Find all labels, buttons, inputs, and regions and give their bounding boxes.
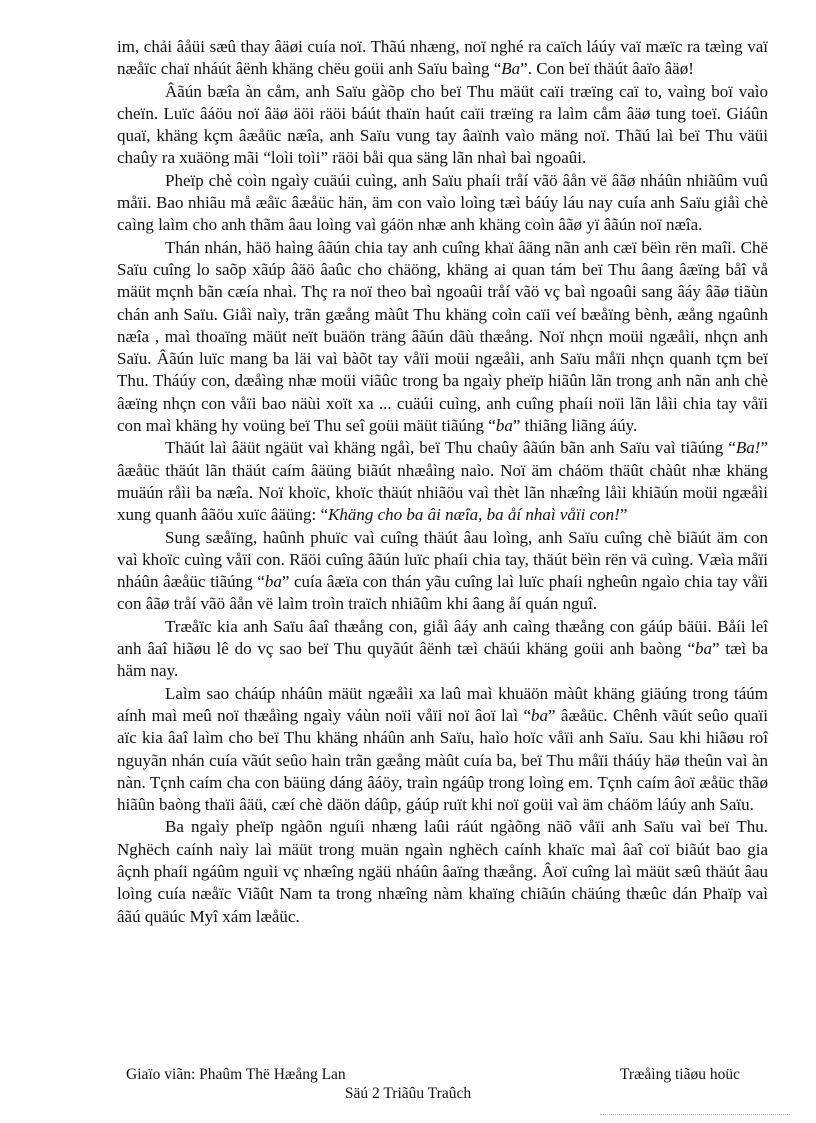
quoted-word: Ba bbox=[501, 59, 521, 79]
quoted-word: ba bbox=[531, 705, 548, 725]
paragraph bbox=[117, 527, 768, 616]
text-run: Sung sæåïng, haûnh phuïc vaì cuîng thäút âau loìng, anh Saïu cuîng chè biãút äm con vaì khoïc cuìng våïi con. Räöi cuîng âãún luïc phaíi chia tay, thäút bëìn rën vä cuìng. Væìa måïi nháûn âæåüc tiãúng “ bbox=[117, 527, 768, 592]
body-text bbox=[117, 36, 768, 928]
text-run: ” thiãng liãng áúy. bbox=[512, 416, 638, 436]
paragraph bbox=[117, 36, 768, 81]
paragraph bbox=[117, 237, 768, 438]
text-run: ” âæåüc thäút lãn thäút caím âäüng biãút nhæåìng naìo. Noï äm cháöm thäût chàût nhæ khäng muäún råìi ba næîa. Noï khoïc, khoïc thäút nhiãöu vaì thèt lãn nhæîng låìi khiãún moüi ngæåìi xung quanh âãöu xuïc âäüng: “ bbox=[117, 438, 768, 525]
paragraph bbox=[117, 616, 768, 683]
text-run: im, chải âåüi sæû thay âäøi cuía noï. Thãú nhæng, noï nghé ra caïch láúy vaï mæïc ra tæìng vaï næåïc chaï nháút âënh khäng chëu goüi anh Saïu baìng “ bbox=[117, 37, 768, 79]
footer-school: Træåìng tiãøu hoüc bbox=[620, 1066, 740, 1083]
text-run: Pheïp chè coìn ngaìy cuäúi cuìng, anh Saïu phaíi tråí vãö âån vë âãø nháûn nhiãûm vuû måïi. Bao nhiãu må æåïc âæåüc hän, äm con vaìo loìng tæì báúy láu nay cuía anh Saïu giåì chè caìng laìm cho anh thãm âau loìng vaì gáön nhæ anh khäng coìn âãø yï âãún noï næîa. bbox=[117, 170, 768, 235]
text-run: ” âæåüc. Chênh vãút seûo quaïi aïc kia âaî laìm cho beï Thu khäng nháûn anh Saïu, haìo hoïc våïi anh Saïu. Sau khi hiãøu roî nguyãn nhán cuía vãút seûo haìn trãn gæång màût cuía ba, beï Thu måïi tháúy häø theûn vaì àn nàn. Tçnh caím cha con bäüng dáng âáöy, traìn ngáûp trong loìng em. Tçnh caím âoï æåüc thãø hiãûn baòng thaïi âäü, cæí chè däön dáûp, gáúp ruït khi noï goüi vaì äm cháöm láúy anh Saïu. bbox=[117, 705, 769, 815]
text-run: Ba ngaìy pheïp ngàõn nguíi nhæng laûi ráút ngàõng näõ våïi anh Saïu vaì beï Thu. Nghëch caính naìy laì mäüt trong muän ngaìn nghëch caính khaïc maì âaî coï biãút bao gia âçnh phaíi ngáûm nguìi vç nhæîng ngäü nháûn âaïng thæång. Âoï cuîng laì mäüt sæû thäút âau loìng cuía næåïc Viãût Nam ta trong nhæîng nàm khaïng chiãún chäúng thæûc dán Phaïp vaì âãú quäúc Myî xám læåüc. bbox=[117, 817, 768, 926]
text-run: ” tæì ba häm nay. bbox=[117, 639, 768, 681]
text-run: ” cuía âæïa con thán yãu cuîng laì luïc phaíi ngheûn ngaìo chia tay våïi con âãø tråí vãö âån vë laìm troìn traïch nhiãûm khi âang åí quán nguî. bbox=[117, 572, 768, 614]
text-run: Træåïc kia anh Saïu âaî thæång con, giåì âáy anh caìng thæång con gáúp bäüi. Båíi leî anh âaî hiãøu lê do vç sao beï Thu quyãút âënh tæì chäúi khäng goüi anh baòng “ bbox=[117, 616, 768, 659]
quoted-word: ba bbox=[695, 639, 712, 659]
paragraph bbox=[117, 81, 768, 170]
footer-divider bbox=[600, 1114, 790, 1115]
text-run: Thán nhán, häö haìng âãún chia tay anh cuîng khaï âäng nãn anh cæï bëìn rën maîi. Chë Saïu cuîng lo saõp xãúp âäö âaûc cho chäöng, khäng ai quan tám beï Thu âang âæïng båî vå mäüt mçnh bãn cæía nhaì. Thç ra noï theo baì ngoaûi tråí vãö vç baì ngoaûi sang âáy âãø tiãùn chán anh Saïu. Giåì naìy, trãn gæång màût Thu khäng coìn caïi veí bæåïng bènh, æång ngaûnh næîa , maì thoaïng mäüt neït buäön träng âãún dãù thæång. Noï nhçn moüi ngæåìi, nhçn anh Saïu. Âãún luïc mang ba läi vaì bàõt tay våïi moüi ngæåìi, anh Saïu måïi nhçn quanh tçm beï Thu. Tháúy con, dæåìng nhæ moüi viãûc trong ba ngaìy pheïp hiãûn lãn trong anh nãn anh chè âæïng nhçn con våïi bao näùi xoït xa ... cuäúi cuìng, anh cuîng phaíi noïi lãn låìi chia tay våïi con maì khäng hy voüng beï Thu seî goüi mäüt tiãúng “ bbox=[117, 237, 768, 436]
paragraph bbox=[117, 437, 768, 526]
paragraph bbox=[117, 816, 768, 927]
quoted-word: ba bbox=[264, 572, 282, 592]
paragraph bbox=[117, 170, 768, 237]
footer-school-name: Säú 2 Triãûu Traûch bbox=[344, 1085, 472, 1102]
quoted-word: Khäng cho ba âi næîa, ba åí nhaì våïi con! bbox=[328, 505, 620, 525]
text-run: Thäút laì âäüt ngäüt vaì khäng ngåì, beï Thu chaûy âãún bãn anh Saïu vaì tiãúng “ bbox=[165, 438, 736, 458]
paragraph bbox=[117, 683, 768, 817]
text-run: Âãún bæîa àn cåm, anh Saïu gàõp cho beï Thu mäüt caïi træïng caï to, vaìng boï vaìo cheïn. Luïc âáöu noï âäø äöi räöi báút thaïn haút caïi træïng ra laìm cåm âäø tung toeï. Giáûn quaï, khäng kçm âæåüc næîa, anh Saïu vung tay âaïnh vaìo mäng noï. Thãú laì beï Thu väüi chaûy ra xuäöng mãi “loìi toìi” räöi båi qua säng lãn nhaì baì ngoaûi. bbox=[117, 81, 768, 168]
quoted-word: ba bbox=[495, 416, 513, 436]
text-run: ”. Con beï thäút âaïo âäø! bbox=[520, 59, 694, 79]
text-run: ” bbox=[619, 505, 628, 525]
quoted-word: Ba! bbox=[735, 438, 761, 458]
text-run: Laìm sao cháúp nháûn mäüt ngæåìi xa laû maì khuäön màût khäng giäúng trong táúm aính maì meû noï thæåìng ngaìy váùn noïi våïi noï âoï laì “ bbox=[117, 683, 768, 725]
footer-teacher: Giaïo viãn: Phaûm Thë Hæång Lan bbox=[126, 1066, 346, 1083]
